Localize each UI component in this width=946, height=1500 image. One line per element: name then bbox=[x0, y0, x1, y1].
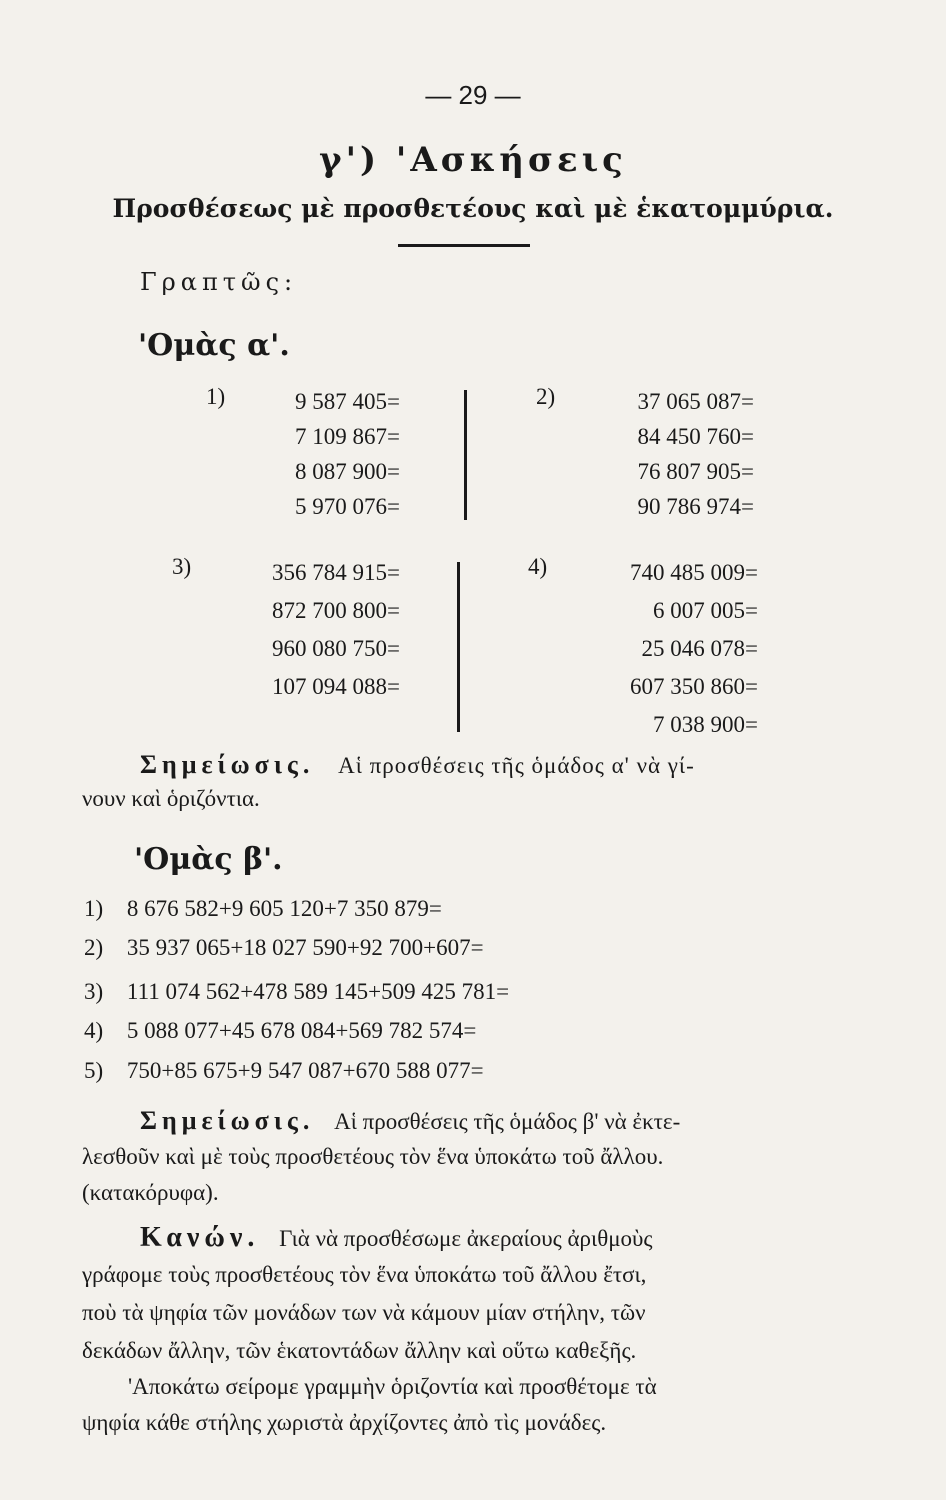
note-b-line1: Αἱ προσθέσεις τῆς ὁμάδος β' νὰ ἐκτε- bbox=[334, 1109, 681, 1134]
addend: 76 807 905= bbox=[637, 459, 754, 484]
group-b-item-4 bbox=[84, 1018, 476, 1044]
note-b-line2: λεσθοῦν καὶ μὲ τοὺς προσθετέους τὸν ἕνα ὑποκάτω τοῦ ἄλλου. bbox=[82, 1144, 664, 1169]
addend: 607 350 860= bbox=[630, 674, 758, 699]
exercise-4-label: 4) bbox=[528, 554, 548, 579]
title-divider bbox=[398, 244, 530, 247]
item-expression: 111 074 562+478 589 145+509 425 781= bbox=[126, 979, 510, 1004]
item-expression: 750+85 675+9 547 087+670 588 077= bbox=[126, 1058, 484, 1083]
rule-label: Κανών. bbox=[140, 1222, 260, 1253]
addend: 7 109 867= bbox=[295, 424, 400, 449]
group-b-item-3 bbox=[84, 979, 509, 1005]
rule-line1-text: Γιὰ νὰ προσθέσωμε ἀκεραίους ἀριθμοὺς bbox=[279, 1226, 653, 1251]
addend: 740 485 009= bbox=[630, 560, 758, 585]
column-divider bbox=[464, 390, 467, 520]
group-b-item-5 bbox=[84, 1058, 484, 1084]
section-subtitle: Προσθέσεως μὲ προσθετέους καὶ μὲ ἑκατομμύρια. bbox=[112, 194, 834, 223]
item-expression: 8 676 582+9 605 120+7 350 879= bbox=[126, 896, 442, 921]
item-expression: 5 088 077+45 678 084+569 782 574= bbox=[126, 1018, 477, 1043]
group-b-item-1 bbox=[84, 896, 442, 922]
item-expression: 35 937 065+18 027 590+92 700+607= bbox=[126, 935, 484, 960]
addend: 90 786 974= bbox=[637, 494, 754, 519]
item-label: 3) bbox=[84, 979, 104, 1004]
addend: 8 087 900= bbox=[295, 459, 400, 484]
exercise-2-label: 2) bbox=[536, 384, 556, 409]
addend: 7 038 900= bbox=[653, 712, 758, 737]
addend: 6 007 005= bbox=[653, 598, 758, 623]
item-label: 5) bbox=[84, 1058, 104, 1083]
rule-line5: 'Αποκάτω σείρομε γραμμὴν ὁριζοντία καὶ προσθέτομε τὰ bbox=[128, 1374, 657, 1399]
section-title: γ') 'Ασκήσεις bbox=[319, 140, 627, 180]
item-label: 2) bbox=[84, 935, 104, 960]
rule-line4: δεκάδων ἄλλην, τῶν ἑκατοντάδων ἄλλην καὶ οὕτω καθεξῆς. bbox=[82, 1338, 637, 1363]
item-label: 1) bbox=[84, 896, 104, 921]
column-divider bbox=[457, 562, 460, 732]
item-label: 4) bbox=[84, 1018, 104, 1043]
addend: 960 080 750= bbox=[272, 636, 400, 661]
rule-line2: γράφομε τοὺς προσθετέους τὸν ἕνα ὑποκάτω τοῦ ἄλλου ἔτσι, bbox=[82, 1262, 647, 1287]
exercise-2 bbox=[574, 384, 754, 524]
addend: 25 046 078= bbox=[641, 636, 758, 661]
note-b-line3: (κατακόρυφα). bbox=[82, 1180, 219, 1205]
rule-line6: ψηφία κάθε στήλης χωριστὰ ἀρχίζοντες ἀπὸ τὶς μονάδες. bbox=[82, 1410, 607, 1435]
group-b-item-2 bbox=[84, 935, 484, 961]
page-number: — 29 — bbox=[425, 80, 521, 110]
addend: 872 700 800= bbox=[272, 598, 400, 623]
exercise-1-label: 1) bbox=[206, 384, 226, 409]
note-b-label: Σημείωσις. bbox=[140, 1106, 315, 1135]
addend: 5 970 076= bbox=[295, 494, 400, 519]
addend: 9 587 405= bbox=[295, 389, 400, 414]
group-a-heading: 'Ομὰς α'. bbox=[138, 328, 290, 363]
note-a-label: Σημείωσις. bbox=[140, 750, 315, 779]
exercise-3 bbox=[206, 554, 400, 706]
group-b-heading: 'Ομὰς β'. bbox=[134, 842, 283, 877]
note-b bbox=[140, 1106, 680, 1136]
rule-line3: ποὺ τὰ ψηφία τῶν μονάδων των νὰ κάμουν μίαν στήλην, τῶν bbox=[82, 1300, 646, 1325]
addend: 107 094 088= bbox=[272, 674, 400, 699]
note-a-line1: Αἱ προσθέσεις τῆς ὁμάδος α' νὰ γί- bbox=[338, 753, 695, 778]
exercise-1 bbox=[240, 384, 400, 524]
graptos-label: Γραπτῶς: bbox=[140, 268, 298, 296]
exercise-3-label: 3) bbox=[172, 554, 192, 579]
note-a bbox=[140, 750, 695, 780]
rule-line1 bbox=[140, 1222, 653, 1254]
addend: 84 450 760= bbox=[637, 424, 754, 449]
exercise-4 bbox=[568, 554, 758, 744]
note-a-line2: νουν καὶ ὁριζόντια. bbox=[82, 786, 260, 811]
addend: 37 065 087= bbox=[637, 389, 754, 414]
addend: 356 784 915= bbox=[272, 560, 400, 585]
